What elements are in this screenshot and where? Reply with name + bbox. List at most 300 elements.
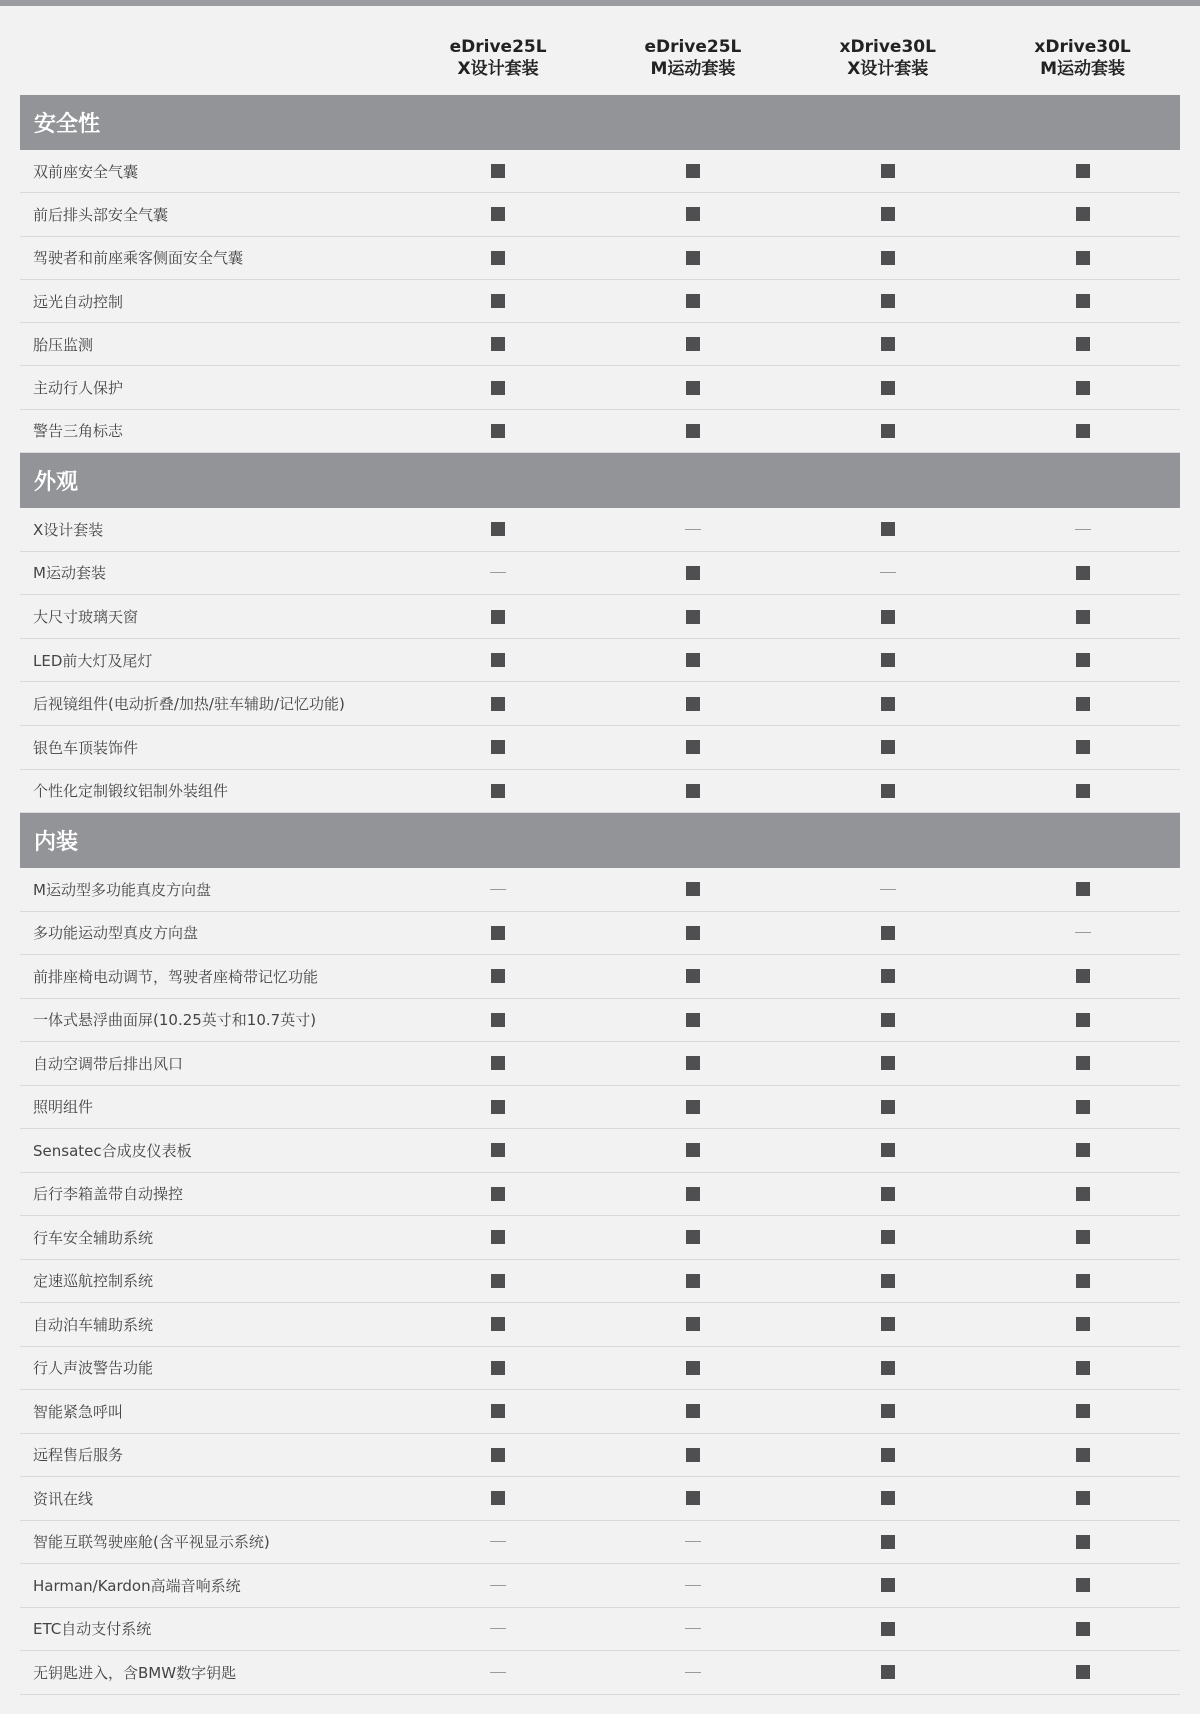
not-available-dash-icon xyxy=(1075,529,1091,530)
feature-label: 定速巡航控制系统 xyxy=(33,1272,154,1291)
availability-cell xyxy=(596,207,791,221)
standard-square-icon xyxy=(1076,424,1090,438)
standard-square-icon xyxy=(1076,1100,1090,1114)
feature-label: ETC自动支付系统 xyxy=(33,1620,152,1639)
availability-cell xyxy=(790,1274,985,1288)
availability-cell xyxy=(985,381,1180,395)
table-row xyxy=(20,280,1180,323)
feature-label: 行车安全辅助系统 xyxy=(33,1228,154,1247)
availability-cell xyxy=(401,740,596,754)
standard-square-icon xyxy=(1076,1317,1090,1331)
table-row xyxy=(20,508,1180,552)
availability-cell xyxy=(596,251,791,265)
availability-cell xyxy=(596,882,791,896)
availability-cell xyxy=(985,784,1180,798)
availability-cell xyxy=(401,610,596,624)
model-header xyxy=(790,16,985,80)
model-package: X设计套装 xyxy=(847,58,929,79)
standard-square-icon xyxy=(1076,610,1090,624)
standard-square-icon xyxy=(686,1143,700,1157)
table-row xyxy=(20,868,1180,912)
feature-label: 个性化定制锻纹铝制外装组件 xyxy=(33,782,229,801)
availability-cell xyxy=(985,566,1180,580)
not-available-dash-icon xyxy=(490,889,506,890)
availability-cell xyxy=(790,381,985,395)
section-title: 外观 xyxy=(34,470,79,496)
model-name: eDrive25L xyxy=(644,36,742,57)
availability-cell xyxy=(401,251,596,265)
availability-cell xyxy=(596,610,791,624)
availability-cell xyxy=(401,164,596,178)
availability-cell xyxy=(790,1100,985,1114)
standard-square-icon xyxy=(686,1187,700,1201)
availability-cell xyxy=(401,1448,596,1462)
availability-cell xyxy=(401,1672,596,1673)
section-header xyxy=(20,95,1180,150)
availability-cell xyxy=(401,1143,596,1157)
availability-cell xyxy=(596,926,791,940)
availability-cell xyxy=(596,1448,791,1462)
table-row xyxy=(20,1434,1180,1478)
standard-square-icon xyxy=(491,207,505,221)
availability-cell xyxy=(401,969,596,983)
availability-cell xyxy=(790,164,985,178)
availability-cell xyxy=(596,1317,791,1331)
standard-square-icon xyxy=(491,294,505,308)
availability-cell xyxy=(790,926,985,940)
table-row xyxy=(20,150,1180,193)
availability-cell xyxy=(985,1665,1180,1679)
availability-cell xyxy=(596,1143,791,1157)
standard-square-icon xyxy=(491,1361,505,1375)
availability-cell xyxy=(790,337,985,351)
availability-cell xyxy=(985,969,1180,983)
availability-cell xyxy=(596,1404,791,1418)
feature-label: 主动行人保护 xyxy=(33,379,124,398)
spec-table xyxy=(20,0,1180,1695)
availability-cell xyxy=(401,784,596,798)
standard-square-icon xyxy=(881,1404,895,1418)
table-row xyxy=(20,1390,1180,1434)
standard-square-icon xyxy=(1076,1491,1090,1505)
table-row xyxy=(20,366,1180,409)
availability-cell xyxy=(985,697,1180,711)
availability-cell xyxy=(401,522,596,536)
table-row xyxy=(20,1347,1180,1391)
standard-square-icon xyxy=(686,381,700,395)
model-package: M运动套装 xyxy=(1040,58,1126,79)
availability-cell xyxy=(790,1622,985,1636)
standard-square-icon xyxy=(881,740,895,754)
table-row xyxy=(20,726,1180,770)
feature-label: 前排座椅电动调节，驾驶者座椅带记忆功能 xyxy=(33,967,319,986)
availability-cell xyxy=(985,1491,1180,1505)
standard-square-icon xyxy=(491,337,505,351)
feature-label: 智能互联驾驶座舱(含平视显示系统) xyxy=(33,1533,270,1552)
availability-cell xyxy=(401,207,596,221)
model-name: eDrive25L xyxy=(449,36,547,57)
table-row xyxy=(20,1216,1180,1260)
table-row xyxy=(20,1521,1180,1565)
availability-cell xyxy=(596,1361,791,1375)
table-row xyxy=(20,1564,1180,1608)
standard-square-icon xyxy=(686,207,700,221)
standard-square-icon xyxy=(881,1013,895,1027)
standard-square-icon xyxy=(1076,164,1090,178)
standard-square-icon xyxy=(1076,1187,1090,1201)
availability-cell xyxy=(401,572,596,573)
model-name: xDrive30L xyxy=(1034,36,1131,57)
availability-cell xyxy=(401,1187,596,1201)
standard-square-icon xyxy=(1076,882,1090,896)
availability-cell xyxy=(401,1274,596,1288)
availability-cell xyxy=(985,294,1180,308)
standard-square-icon xyxy=(491,1056,505,1070)
standard-square-icon xyxy=(1076,1361,1090,1375)
availability-cell xyxy=(985,1622,1180,1636)
standard-square-icon xyxy=(881,969,895,983)
table-row xyxy=(20,682,1180,726)
standard-square-icon xyxy=(1076,1230,1090,1244)
standard-square-icon xyxy=(881,251,895,265)
standard-square-icon xyxy=(1076,566,1090,580)
availability-cell xyxy=(401,1361,596,1375)
table-row xyxy=(20,323,1180,366)
standard-square-icon xyxy=(491,740,505,754)
standard-square-icon xyxy=(881,1448,895,1462)
standard-square-icon xyxy=(491,1013,505,1027)
availability-cell xyxy=(790,889,985,890)
availability-cell xyxy=(985,1056,1180,1070)
section-header xyxy=(20,813,1180,868)
standard-square-icon xyxy=(491,164,505,178)
not-available-dash-icon xyxy=(490,1672,506,1673)
standard-square-icon xyxy=(491,251,505,265)
standard-square-icon xyxy=(881,337,895,351)
model-package: M运动套装 xyxy=(650,58,736,79)
availability-cell xyxy=(790,697,985,711)
availability-cell xyxy=(596,697,791,711)
standard-square-icon xyxy=(1076,784,1090,798)
standard-square-icon xyxy=(491,653,505,667)
standard-square-icon xyxy=(686,1491,700,1505)
standard-square-icon xyxy=(491,784,505,798)
table-row xyxy=(20,1260,1180,1304)
standard-square-icon xyxy=(881,697,895,711)
standard-square-icon xyxy=(491,1143,505,1157)
availability-cell xyxy=(985,424,1180,438)
standard-square-icon xyxy=(881,1578,895,1592)
standard-square-icon xyxy=(686,740,700,754)
not-available-dash-icon xyxy=(490,1541,506,1542)
section-title: 内装 xyxy=(34,830,79,856)
standard-square-icon xyxy=(686,1013,700,1027)
availability-cell xyxy=(985,1361,1180,1375)
standard-square-icon xyxy=(686,653,700,667)
table-row xyxy=(20,1173,1180,1217)
availability-cell xyxy=(596,1585,791,1586)
standard-square-icon xyxy=(881,653,895,667)
standard-square-icon xyxy=(686,1404,700,1418)
availability-cell xyxy=(401,889,596,890)
feature-label: M运动套装 xyxy=(33,564,106,583)
feature-label: 远光自动控制 xyxy=(33,292,124,311)
table-row xyxy=(20,770,1180,814)
standard-square-icon xyxy=(491,969,505,983)
standard-square-icon xyxy=(881,1317,895,1331)
feature-label: 行人声波警告功能 xyxy=(33,1359,154,1378)
standard-square-icon xyxy=(686,424,700,438)
availability-cell xyxy=(401,337,596,351)
standard-square-icon xyxy=(491,1100,505,1114)
availability-cell xyxy=(401,1491,596,1505)
table-row xyxy=(20,1608,1180,1652)
standard-square-icon xyxy=(491,697,505,711)
availability-cell xyxy=(596,566,791,580)
standard-square-icon xyxy=(881,1665,895,1679)
availability-cell xyxy=(790,1578,985,1592)
model-header xyxy=(401,16,596,80)
feature-label: 警告三角标志 xyxy=(33,422,124,441)
standard-square-icon xyxy=(881,1100,895,1114)
standard-square-icon xyxy=(881,610,895,624)
availability-cell xyxy=(401,424,596,438)
availability-cell xyxy=(985,1187,1180,1201)
standard-square-icon xyxy=(1076,740,1090,754)
feature-label: 驾驶者和前座乘客侧面安全气囊 xyxy=(33,249,244,268)
standard-square-icon xyxy=(491,610,505,624)
table-row xyxy=(20,1042,1180,1086)
not-available-dash-icon xyxy=(685,529,701,530)
feature-label: 照明组件 xyxy=(33,1098,94,1117)
feature-label: 资讯在线 xyxy=(33,1489,94,1508)
standard-square-icon xyxy=(686,566,700,580)
standard-square-icon xyxy=(881,1491,895,1505)
availability-cell xyxy=(596,1541,791,1542)
standard-square-icon xyxy=(686,1317,700,1331)
availability-cell xyxy=(401,381,596,395)
availability-cell xyxy=(401,294,596,308)
availability-cell xyxy=(985,207,1180,221)
table-row xyxy=(20,237,1180,280)
standard-square-icon xyxy=(881,1230,895,1244)
availability-cell xyxy=(790,1230,985,1244)
standard-square-icon xyxy=(1076,1665,1090,1679)
availability-cell xyxy=(401,653,596,667)
standard-square-icon xyxy=(491,1448,505,1462)
feature-label: 银色车顶装饰件 xyxy=(33,738,139,757)
feature-label: M运动型多功能真皮方向盘 xyxy=(33,880,211,899)
availability-cell xyxy=(401,1541,596,1542)
standard-square-icon xyxy=(686,697,700,711)
availability-cell xyxy=(401,1056,596,1070)
standard-square-icon xyxy=(1076,1578,1090,1592)
standard-square-icon xyxy=(881,1187,895,1201)
column-headers xyxy=(20,0,1180,95)
table-row xyxy=(20,999,1180,1043)
standard-square-icon xyxy=(1076,1404,1090,1418)
availability-cell xyxy=(790,1361,985,1375)
availability-cell xyxy=(985,610,1180,624)
availability-cell xyxy=(596,164,791,178)
availability-cell xyxy=(401,1585,596,1586)
not-available-dash-icon xyxy=(490,1585,506,1586)
availability-cell xyxy=(596,1230,791,1244)
standard-square-icon xyxy=(1076,1535,1090,1549)
standard-square-icon xyxy=(686,1100,700,1114)
standard-square-icon xyxy=(686,1274,700,1288)
availability-cell xyxy=(790,294,985,308)
availability-cell xyxy=(985,1448,1180,1462)
standard-square-icon xyxy=(1076,251,1090,265)
table-row xyxy=(20,1477,1180,1521)
availability-cell xyxy=(596,337,791,351)
standard-square-icon xyxy=(881,1535,895,1549)
availability-cell xyxy=(790,784,985,798)
model-package: X设计套装 xyxy=(457,58,539,79)
availability-cell xyxy=(401,1404,596,1418)
availability-cell xyxy=(790,1535,985,1549)
availability-cell xyxy=(790,424,985,438)
feature-label: 前后排头部安全气囊 xyxy=(33,205,169,224)
table-row xyxy=(20,595,1180,639)
standard-square-icon xyxy=(686,610,700,624)
availability-cell xyxy=(790,1491,985,1505)
availability-cell xyxy=(985,882,1180,896)
feature-label: Sensatec合成皮仪表板 xyxy=(33,1141,192,1160)
standard-square-icon xyxy=(881,381,895,395)
not-available-dash-icon xyxy=(1075,932,1091,933)
availability-cell xyxy=(985,1100,1180,1114)
availability-cell xyxy=(596,1491,791,1505)
availability-cell xyxy=(596,969,791,983)
table-row xyxy=(20,955,1180,999)
availability-cell xyxy=(596,1628,791,1629)
table-row xyxy=(20,1303,1180,1347)
availability-cell xyxy=(401,1230,596,1244)
availability-cell xyxy=(401,926,596,940)
feature-label: X设计套装 xyxy=(33,520,104,539)
feature-label: Harman/Kardon高端音响系统 xyxy=(33,1576,241,1595)
standard-square-icon xyxy=(881,1274,895,1288)
availability-cell xyxy=(596,424,791,438)
feature-label: 后行李箱盖带自动操控 xyxy=(33,1185,184,1204)
standard-square-icon xyxy=(1076,1143,1090,1157)
availability-cell xyxy=(401,1317,596,1331)
standard-square-icon xyxy=(1076,337,1090,351)
availability-cell xyxy=(790,740,985,754)
availability-cell xyxy=(985,1230,1180,1244)
table-row xyxy=(20,912,1180,956)
standard-square-icon xyxy=(1076,1056,1090,1070)
standard-square-icon xyxy=(491,1491,505,1505)
feature-label: LED前大灯及尾灯 xyxy=(33,651,153,670)
table-row xyxy=(20,1086,1180,1130)
standard-square-icon xyxy=(686,164,700,178)
feature-label: 远程售后服务 xyxy=(33,1446,124,1465)
feature-label: 智能紧急呼叫 xyxy=(33,1402,124,1421)
availability-cell xyxy=(985,932,1180,933)
section-title: 安全性 xyxy=(34,112,101,137)
availability-cell xyxy=(401,697,596,711)
standard-square-icon xyxy=(1076,1448,1090,1462)
feature-label: 后视镜组件(电动折叠/加热/驻车辅助/记忆功能) xyxy=(33,695,345,714)
availability-cell xyxy=(985,653,1180,667)
availability-cell xyxy=(596,529,791,530)
standard-square-icon xyxy=(1076,294,1090,308)
standard-square-icon xyxy=(491,1274,505,1288)
standard-square-icon xyxy=(686,882,700,896)
model-header xyxy=(985,16,1180,80)
availability-cell xyxy=(596,784,791,798)
standard-square-icon xyxy=(1076,207,1090,221)
standard-square-icon xyxy=(1076,381,1090,395)
availability-cell xyxy=(790,653,985,667)
standard-square-icon xyxy=(686,926,700,940)
availability-cell xyxy=(596,294,791,308)
feature-label: 胎压监测 xyxy=(33,335,94,354)
availability-cell xyxy=(985,1013,1180,1027)
availability-cell xyxy=(790,1056,985,1070)
standard-square-icon xyxy=(881,1056,895,1070)
availability-cell xyxy=(985,1317,1180,1331)
standard-square-icon xyxy=(1076,1622,1090,1636)
availability-cell xyxy=(985,1274,1180,1288)
availability-cell xyxy=(596,1100,791,1114)
standard-square-icon xyxy=(491,1230,505,1244)
standard-square-icon xyxy=(881,1143,895,1157)
availability-cell xyxy=(596,1187,791,1201)
standard-square-icon xyxy=(686,969,700,983)
availability-cell xyxy=(596,740,791,754)
availability-cell xyxy=(790,1143,985,1157)
feature-label: 多功能运动型真皮方向盘 xyxy=(33,924,199,943)
availability-cell xyxy=(401,1100,596,1114)
standard-square-icon xyxy=(491,522,505,536)
feature-label: 自动空调带后排出风口 xyxy=(33,1054,184,1073)
table-row xyxy=(20,410,1180,453)
availability-cell xyxy=(596,1672,791,1673)
feature-label: 自动泊车辅助系统 xyxy=(33,1315,154,1334)
availability-cell xyxy=(790,572,985,573)
availability-cell xyxy=(985,1578,1180,1592)
standard-square-icon xyxy=(491,1187,505,1201)
availability-cell xyxy=(985,1404,1180,1418)
availability-cell xyxy=(790,1187,985,1201)
standard-square-icon xyxy=(686,1361,700,1375)
standard-square-icon xyxy=(1076,653,1090,667)
not-available-dash-icon xyxy=(490,1628,506,1629)
availability-cell xyxy=(985,337,1180,351)
standard-square-icon xyxy=(1076,1274,1090,1288)
standard-square-icon xyxy=(686,1056,700,1070)
standard-square-icon xyxy=(881,207,895,221)
not-available-dash-icon xyxy=(685,1585,701,1586)
not-available-dash-icon xyxy=(685,1541,701,1542)
availability-cell xyxy=(790,610,985,624)
standard-square-icon xyxy=(881,424,895,438)
availability-cell xyxy=(790,1665,985,1679)
standard-square-icon xyxy=(491,926,505,940)
availability-cell xyxy=(596,653,791,667)
standard-square-icon xyxy=(491,381,505,395)
standard-square-icon xyxy=(881,1361,895,1375)
standard-square-icon xyxy=(686,1230,700,1244)
availability-cell xyxy=(401,1628,596,1629)
availability-cell xyxy=(596,381,791,395)
table-row xyxy=(20,1651,1180,1695)
not-available-dash-icon xyxy=(685,1672,701,1673)
